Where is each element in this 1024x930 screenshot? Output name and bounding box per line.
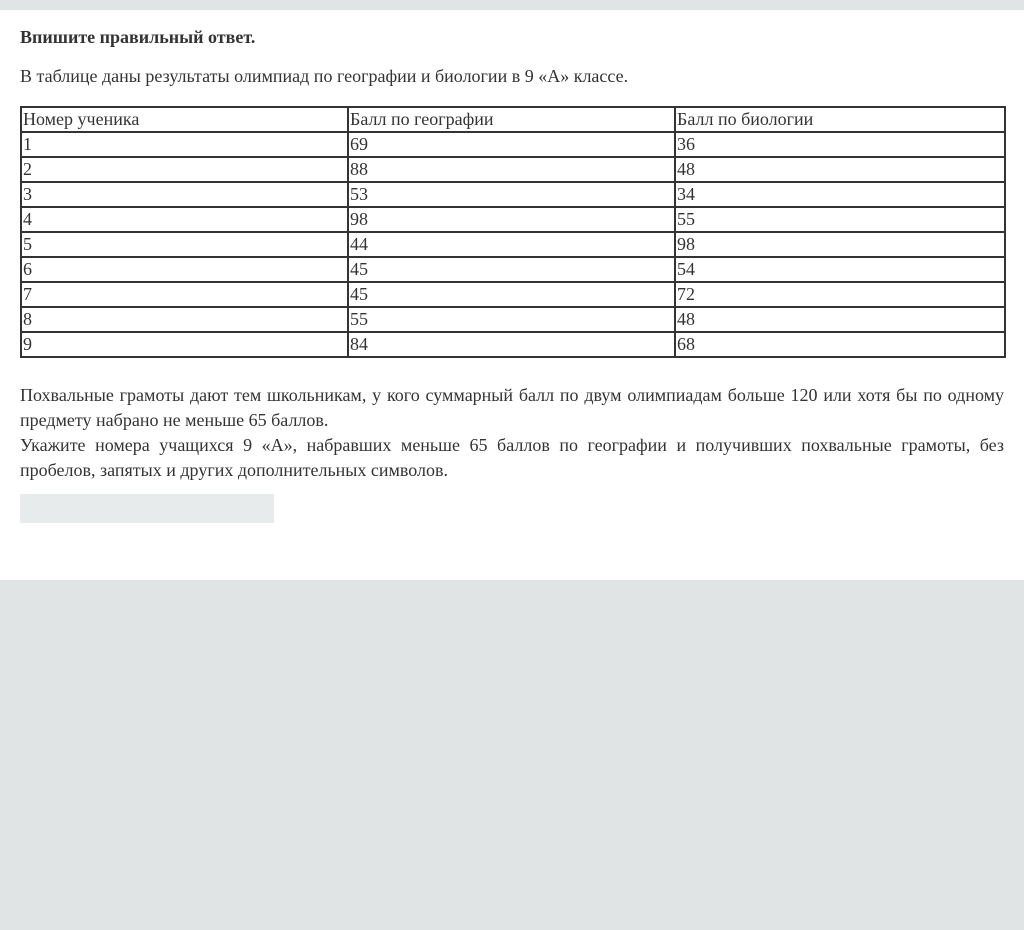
- table-row: [21, 182, 1005, 207]
- cell-biology-score: 54: [675, 257, 1005, 282]
- cell-geography-score: 98: [348, 207, 675, 232]
- cell-geography-score: 44: [348, 232, 675, 257]
- header-biology-score: Балл по биологии: [675, 107, 1005, 132]
- cell-geography-score: 45: [348, 282, 675, 307]
- table-row: [21, 132, 1005, 157]
- cell-biology-score: 98: [675, 232, 1005, 257]
- cell-student-number: 7: [21, 282, 348, 307]
- cell-geography-score: 69: [348, 132, 675, 157]
- cell-student-number: 5: [21, 232, 348, 257]
- cell-student-number: 1: [21, 132, 348, 157]
- cell-geography-score: 45: [348, 257, 675, 282]
- cell-biology-score: 55: [675, 207, 1005, 232]
- table-row: [21, 282, 1005, 307]
- cell-student-number: 3: [21, 182, 348, 207]
- table-row: [21, 207, 1005, 232]
- cell-geography-score: 55: [348, 307, 675, 332]
- task-card: [0, 10, 1024, 580]
- table-row: [21, 232, 1005, 257]
- cell-biology-score: 34: [675, 182, 1005, 207]
- table-row: [21, 157, 1005, 182]
- task-content: [20, 27, 1004, 523]
- cell-student-number: 2: [21, 157, 348, 182]
- results-table: [20, 106, 1006, 358]
- cell-biology-score: 48: [675, 157, 1005, 182]
- table-header-row: [21, 107, 1005, 132]
- cell-student-number: 4: [21, 207, 348, 232]
- table-row: [21, 332, 1005, 357]
- table-row: [21, 307, 1005, 332]
- criteria-paragraph: Похвальные грамоты дают тем школьникам, у кого суммарный балл по двум олимпиадам больше 120 или хотя бы по одному предмету набрано не меньше 65 баллов.: [20, 385, 1004, 430]
- cell-student-number: 8: [21, 307, 348, 332]
- question-paragraph: Укажите номера учащихся 9 «А», набравших меньше 65 баллов по географии и получивших похвальные грамоты, без пробелов, запятых и других дополнительных символов.: [20, 435, 1004, 480]
- cell-student-number: 6: [21, 257, 348, 282]
- cell-biology-score: 48: [675, 307, 1005, 332]
- answer-input[interactable]: [20, 494, 274, 523]
- task-instruction: Впишите правильный ответ.: [20, 27, 256, 47]
- header-student-number: Номер ученика: [21, 107, 348, 132]
- header-geography-score: Балл по географии: [348, 107, 675, 132]
- cell-geography-score: 84: [348, 332, 675, 357]
- cell-biology-score: 36: [675, 132, 1005, 157]
- cell-biology-score: 68: [675, 332, 1005, 357]
- cell-geography-score: 53: [348, 182, 675, 207]
- cell-student-number: 9: [21, 332, 348, 357]
- cell-biology-score: 72: [675, 282, 1005, 307]
- cell-geography-score: 88: [348, 157, 675, 182]
- top-bar: [0, 0, 1024, 10]
- table-row: [21, 257, 1005, 282]
- task-intro: В таблице даны результаты олимпиад по географии и биологии в 9 «А» классе.: [20, 66, 629, 86]
